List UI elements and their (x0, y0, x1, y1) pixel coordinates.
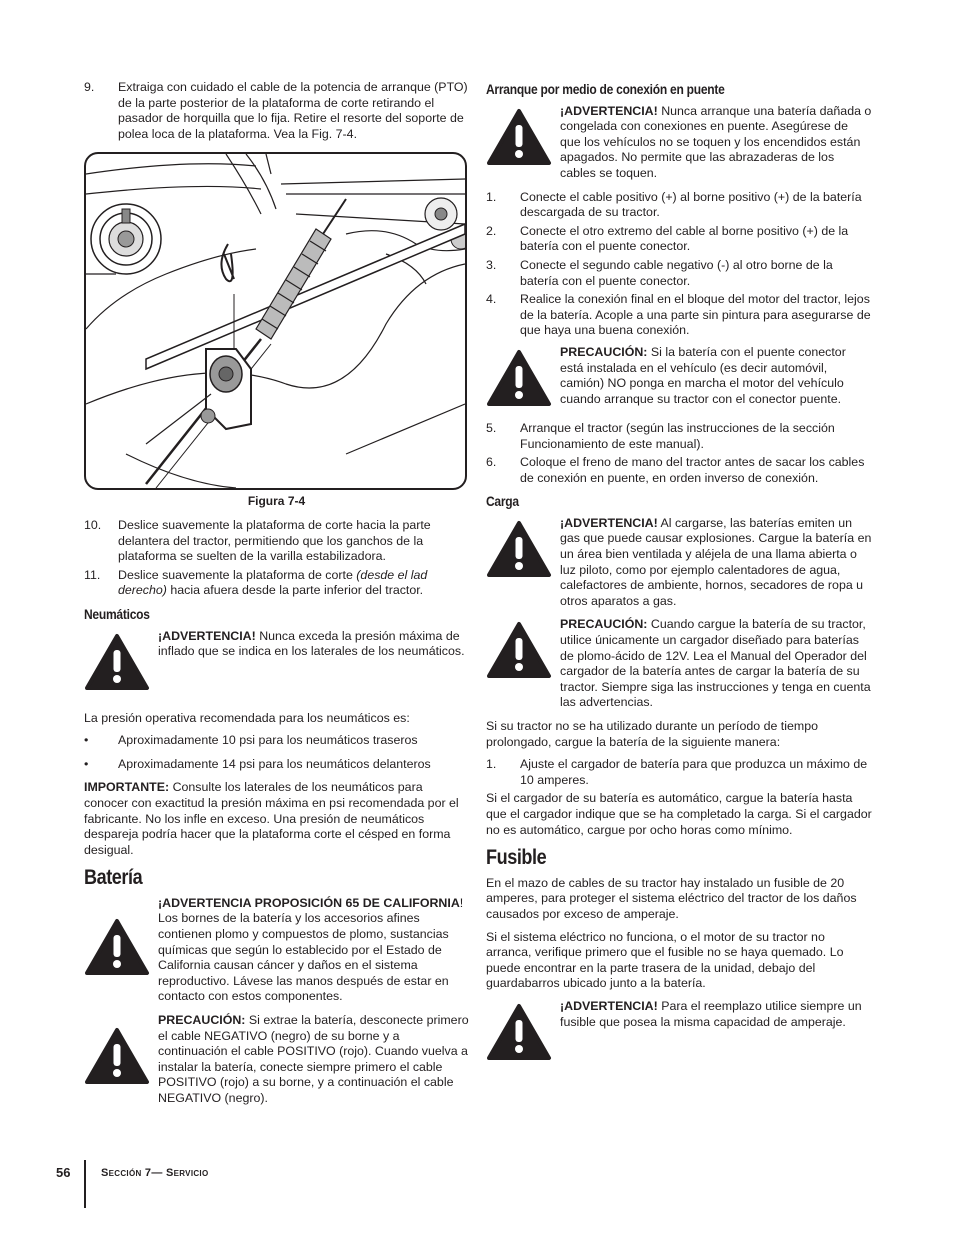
warning-icon (486, 1003, 552, 1061)
step-number: 6. (486, 455, 497, 470)
step-text-part: Deslice suavemente la plataforma de corte (118, 567, 357, 582)
fusible-heading: Fusible (486, 846, 547, 870)
warning-icon (84, 1027, 150, 1085)
page-number: 56 (56, 1165, 71, 1180)
right-column (486, 80, 872, 1075)
puente-step-2 (486, 224, 872, 255)
importante-paragraph (84, 780, 469, 858)
warning-icon (486, 520, 552, 578)
warning-icon (486, 621, 552, 679)
deck-cable-illustration (86, 154, 465, 488)
section-label: Sección 7— Servicio (101, 1167, 209, 1179)
bullet-text: Aproximadamente 14 psi para los neumáticos delanteros (118, 756, 431, 771)
carga-paragraph-2: Si el cargador de su batería es automático, cargue la batería hasta que el cargador indique que se ha completado la carga. Si el cargador no es automático, cargue por ocho horas como mínimo. (486, 791, 872, 837)
puente-precaucion (486, 345, 872, 413)
puente-warning (486, 104, 872, 182)
step-number: 11. (84, 567, 101, 582)
fusible-warning (486, 999, 872, 1067)
precaucion-label: PRECAUCIÓN: (560, 617, 648, 632)
hairpin-clip (221, 244, 234, 281)
presion-intro: La presión operativa recomendada para los neumáticos es: (84, 710, 410, 725)
bracket (146, 349, 251, 444)
importante-label: IMPORTANTE: (84, 780, 170, 795)
bullet-item (84, 757, 469, 773)
step-text: Ajuste el cargador de batería para que produzca un máximo de 10 amperes. (520, 757, 868, 787)
step-text-part: hacia afuera desde la parte inferior del tractor. (166, 583, 424, 598)
bullet-text: Aproximadamente 10 psi para los neumáticos traseros (118, 733, 418, 748)
figure-caption: Figura 7-4 (247, 494, 306, 509)
carga-step-1 (486, 757, 872, 788)
precaucion-text: Si la batería con el puente conector está instalada en el vehículo (es decir automóvil, camión) NO ponga en marcha el motor del vehículo cuando arranque su tractor con el conector puente. (560, 344, 846, 406)
pulley (91, 204, 161, 274)
warning-text: ! Los bornes de la batería y los accesorios afines contienen plomo y compuestos de plomo, sustancias químicas que según lo establecido por el Estado de California causan cáncer y daños en el sistema reproductivo. Lávese las manos después de estar en contacto con estos componentes. (158, 895, 464, 1004)
step-text (118, 568, 427, 598)
step-text: Coloque el freno de mano del tractor antes de sacar los cables de conexión en puente, en orden inverso de conexión. (520, 455, 865, 485)
warning-label: ¡ADVERTENCIA! (158, 628, 256, 643)
step-number: 1. (486, 189, 497, 204)
warning-label: ¡ADVERTENCIA! (560, 515, 658, 530)
bullet-dot: • (84, 733, 89, 748)
neumaticos-warning (84, 629, 469, 697)
step-text: Conecte el cable positivo (+) al borne positivo (+) de la batería descargada de su tractor. (520, 189, 862, 220)
fusible-paragraph-2: Si el sistema eléctrico no funciona, o el motor de su tractor no arranca, verifique primero que el fusible no se haya quemado. Lo puede encontrar en la parte trasera de la unidad, debajo del guardabarros ubicado junto a la batería. (486, 929, 844, 991)
precaucion-label: PRECAUCIÓN: (158, 1013, 246, 1028)
step-text-italic: (desde el lad derecho) (118, 567, 428, 598)
step-number: 5. (486, 420, 497, 435)
bullet-item (84, 733, 469, 749)
puente-step-5 (486, 421, 872, 452)
warning-icon (486, 108, 552, 166)
step-9 (84, 80, 469, 142)
importante-text: Consulte los laterales de los neumáticos para conocer con exactitud la presión máxima en psi recomendada por el fabricante. No los infle en exceso. Una presión de neumáticos despareja podría hacer que la plataforma corte el césped en forma desigual. (84, 780, 459, 857)
carga-warning (486, 516, 872, 610)
warning-text: Nunca exceda la presión máxima de inflado que se indica en los laterales de los neumáticos. (158, 628, 465, 659)
step-text: Arranque el tractor (según las instrucciones de la sección Funcionamiento de este manual). (520, 420, 835, 451)
warning-text: Para el reemplazo utilice siempre un fusible que posea la misma capacidad de amperaje. (560, 998, 862, 1029)
warning-icon (84, 918, 150, 976)
footer-divider (84, 1160, 86, 1208)
warning-label: ¡ADVERTENCIA PROPOSICIÓN 65 DE CALIFORNIA (158, 895, 460, 910)
carga-heading: Carga (486, 493, 519, 510)
step-text: Conecte el segundo cable negativo (-) al otro borne de la batería con el puente conector. (520, 257, 833, 288)
warning-label: ¡ADVERTENCIA! (560, 998, 658, 1013)
warning-icon (84, 633, 150, 691)
precaucion-text: Si extrae la batería, desconecte primero el cable NEGATIVO (negro) de su borne y a continuación el cable POSITIVO (rojo). Cuando vuelva a instalar la batería, conecte siempre primero el cable POSITIVO (rojo) a su borne, y a continuación el cable NEGATIVO (negro). (158, 1013, 469, 1105)
puente-step-1 (486, 190, 872, 221)
step-text: Deslice suavemente la plataforma de corte hacia la parte delantera del tractor, permitiendo que los ganchos de la plataforma se suelten de la varilla estabilizadora. (118, 517, 431, 564)
warning-icon (486, 349, 552, 407)
puente-step-4 (486, 292, 872, 339)
figure-7-4 (84, 152, 467, 490)
precaucion-label: PRECAUCIÓN: (560, 344, 648, 359)
bateria-heading: Batería (84, 866, 143, 890)
carga-paragraph-1: Si su tractor no se ha utilizado durante un período de tiempo prolongado, cargue la batería de la siguiente manera: (486, 719, 819, 749)
step-text: Realice la conexión final en el bloque del motor del tractor, lejos de la batería. Acople a una parte sin pintura para asegurarse de que haya una buena conexión. (520, 292, 871, 338)
spring (256, 229, 331, 339)
step-number: 1. (486, 757, 497, 772)
carga-precaucion (486, 617, 872, 711)
bullet-dot: • (84, 756, 89, 771)
step-number: 2. (486, 223, 497, 238)
step-11 (84, 568, 469, 599)
warning-text: Nunca arranque una batería dañada o congelada con conexiones en puente. Asegúrese de que los vehículos no se toquen y los encendidos están apagados. No permite que las abrazaderas de los cables se toquen. (560, 103, 872, 180)
prop65-warning (84, 896, 469, 1005)
step-text: Extraiga con cuidado el cable de la potencia de arranque (PTO) de la parte posterior de la plataforma de corte retirando el pasador de horquilla que lo fija. Retire el resorte del soporte de polea loca de la plataforma. Vea la Fig. 7-4. (118, 80, 468, 141)
puente-step-3 (486, 258, 872, 289)
step-number: 4. (486, 292, 497, 307)
left-column (84, 80, 469, 1115)
neumaticos-heading: Neumáticos (84, 605, 150, 622)
step-number: 10. (84, 517, 102, 532)
puente-step-6 (486, 455, 872, 486)
bateria-precaucion (84, 1013, 469, 1107)
step-10 (84, 518, 469, 565)
warning-text: Al cargarse, las baterías emiten un gas que puede causar explosiones. Cargue la batería en un área bien ventilada y aléjela de una llama abierta o luz piloto, como por ejemplo calentadores de agua, calefactores de ambiente, hornos, secadores de ropa u otros aparatos a gas. (560, 515, 872, 608)
fusible-paragraph-1: En el mazo de cables de su tractor hay instalado un fusible de 20 amperes, para proteger el sistema eléctrico del tractor de los daños causados por exceso de amperaje. (486, 875, 857, 921)
step-number: 3. (486, 257, 497, 272)
warning-label: ¡ADVERTENCIA! (560, 103, 658, 118)
precaucion-text: Cuando cargue la batería de su tractor, utilice únicamente un cargador diseñado para baterías de plomo-ácido de 12V. Lea el Manual del Operador del cargador de la batería antes de cargar la batería de su tractor. Siempre siga las instrucciones y tenga en cuenta las advertencias. (560, 617, 871, 710)
puente-heading: Arranque por medio de conexión en puente (486, 81, 725, 97)
step-number: 9. (84, 80, 95, 94)
step-text: Conecte el otro extremo del cable al borne positivo (+) de la batería con el puente conector. (520, 223, 849, 254)
